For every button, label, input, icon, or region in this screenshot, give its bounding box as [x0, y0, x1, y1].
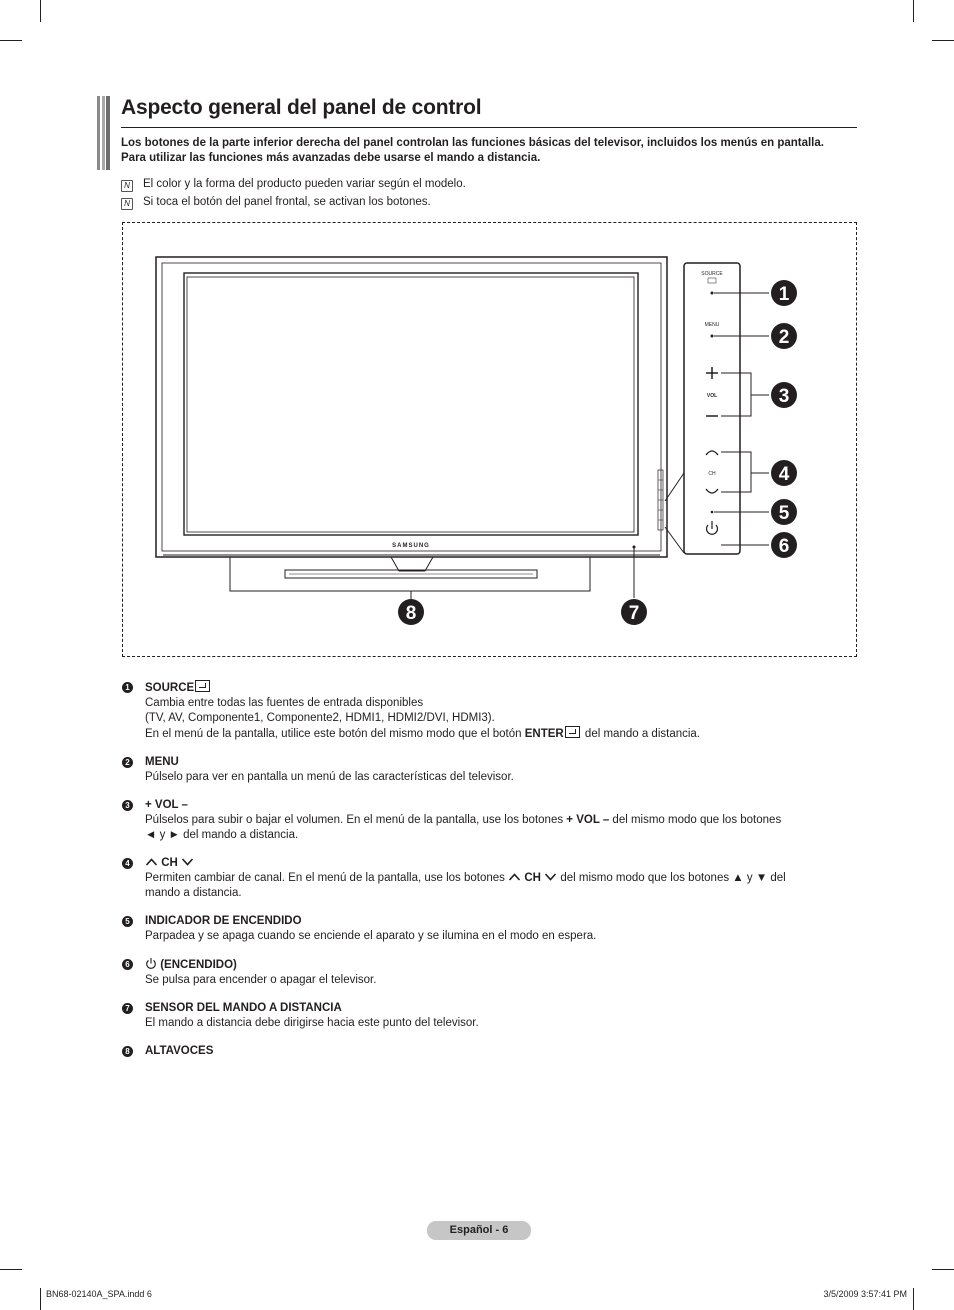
svg-text:7: 7 — [628, 603, 640, 624]
stand-neck — [391, 557, 433, 571]
menu-label: MENU — [704, 322, 720, 328]
enter-icon — [565, 726, 580, 738]
item-number: 6 — [122, 959, 133, 970]
item-heading: (ENCENDIDO) — [160, 959, 237, 971]
tv-diagram — [122, 222, 857, 657]
item-text: Se pulsa para encender o apagar el televisor. — [145, 974, 377, 986]
list-item — [121, 957, 841, 988]
item-number: 1 — [122, 682, 133, 693]
list-item — [121, 1044, 841, 1059]
list-item — [121, 755, 841, 785]
item-text: Púlselo para ver en pantalla un menú de las características del televisor. — [145, 771, 514, 783]
callout-1 — [771, 280, 797, 306]
list-item — [121, 798, 841, 843]
crop-mark — [913, 1288, 914, 1310]
list-item — [121, 914, 841, 944]
item-heading: MENU — [145, 756, 179, 768]
item-text: En el menú de la pantalla, utilice este botón del mismo modo que el botón — [145, 728, 525, 740]
item-text: El mando a distancia debe dirigirse hacia este punto del televisor. — [145, 1017, 479, 1029]
item-heading: SENSOR DEL MANDO A DISTANCIA — [145, 1002, 342, 1014]
item-text: del mando a distancia. — [581, 728, 701, 740]
callout-6 — [771, 532, 797, 558]
note-text: El color y la forma del producto pueden variar según el modelo. — [143, 178, 466, 190]
control-panel — [684, 263, 740, 554]
vol-plus-icon — [706, 367, 718, 379]
crop-mark — [40, 1288, 41, 1310]
tv-brand: SAMSUNG — [392, 543, 430, 549]
tv-screen — [184, 273, 638, 535]
svg-text:2: 2 — [778, 327, 790, 348]
item-heading: INDICADOR DE ENCENDIDO — [145, 915, 302, 927]
svg-text:8: 8 — [405, 603, 417, 624]
chevron-up-icon — [508, 872, 521, 882]
item-number: 3 — [122, 800, 133, 811]
chevron-down-icon — [544, 872, 557, 882]
footer-date: 3/5/2009 3:57:41 PM — [823, 1289, 907, 1299]
source-button — [711, 292, 714, 295]
crop-mark — [0, 1269, 22, 1270]
list-item — [121, 856, 841, 901]
page-number: Español - 6 — [427, 1221, 531, 1240]
item-list — [121, 680, 841, 1072]
svg-text:4: 4 — [778, 464, 790, 485]
tv-illustration — [123, 223, 858, 658]
callout-7 — [621, 599, 647, 625]
item-text: Púlselos para subir o bajar el volumen. En el menú de la pantalla, use los botones — [145, 814, 567, 826]
vol-label: VOL — [706, 393, 718, 399]
item-text: CH — [524, 872, 541, 884]
note-icon: N — [121, 180, 133, 192]
tv-bezel — [162, 263, 661, 551]
note-item — [121, 195, 431, 210]
crop-mark — [932, 40, 954, 41]
item-text: ◄ y ► del mando a distancia. — [145, 829, 299, 841]
list-item — [121, 1001, 841, 1031]
callout-5 — [771, 499, 797, 525]
connector-line — [665, 473, 684, 501]
crop-mark — [932, 1269, 954, 1270]
title-rule — [121, 127, 857, 128]
item-text: + VOL – — [566, 814, 610, 826]
item-text: (TV, AV, Componente1, Componente2, HDMI1, HDMI2/DVI, HDMI3). — [145, 712, 495, 724]
intro-line: Para utilizar las funciones más avanzadas debe usarse el mando a distancia. — [121, 152, 541, 164]
item-number: 8 — [122, 1046, 133, 1057]
footer-file: BN68-02140A_SPA.indd 6 — [46, 1289, 152, 1299]
item-text: ENTER — [524, 728, 564, 740]
svg-text:5: 5 — [778, 503, 790, 524]
item-number: 7 — [122, 1003, 133, 1014]
menu-button — [711, 335, 714, 338]
tv-screen-inner — [187, 277, 634, 532]
intro-line: Los botones de la parte inferior derecha del panel controlan las funciones básicas del televisor, incluidos los menús en pantalla. — [121, 137, 824, 149]
enter-icon — [195, 680, 210, 692]
chevron-down-icon — [181, 857, 194, 867]
item-number: 4 — [122, 858, 133, 869]
item-text: mando a distancia. — [145, 887, 242, 899]
item-text: del mismo modo que los botones ▲ y ▼ del — [557, 872, 786, 884]
power-icon — [707, 521, 718, 534]
tv-frame — [156, 257, 667, 557]
note-text: Si toca el botón del panel frontal, se activan los botones. — [143, 196, 431, 208]
power-indicator — [711, 511, 714, 514]
svg-text:6: 6 — [778, 536, 790, 557]
callout-8 — [398, 599, 424, 625]
ch-down-icon — [706, 489, 718, 493]
callout-4 — [771, 460, 797, 486]
crop-mark — [40, 0, 41, 22]
callout-3 — [771, 382, 797, 408]
item-heading: + VOL – — [145, 799, 188, 811]
item-heading: CH — [161, 857, 178, 869]
svg-text:3: 3 — [778, 386, 790, 407]
item-number: 2 — [122, 757, 133, 768]
source-label: SOURCE — [701, 271, 723, 277]
item-number: 5 — [122, 916, 133, 927]
ch-label: CH — [708, 471, 716, 477]
item-text: Cambia entre todas las fuentes de entrada disponibles — [145, 697, 424, 709]
note-icon: N — [121, 198, 133, 210]
page-title: Aspecto general del panel de control — [121, 96, 482, 119]
power-icon — [145, 957, 157, 969]
connector-line — [665, 527, 684, 553]
item-text: Parpadea y se apaga cuando se enciende el aparato y se ilumina en el modo en espera. — [145, 930, 597, 942]
item-heading: SOURCE — [145, 682, 195, 694]
title-decoration — [97, 96, 111, 170]
source-enter-icon — [708, 278, 716, 283]
svg-text:1: 1 — [778, 284, 790, 305]
note-item — [121, 177, 466, 192]
intro-text — [121, 136, 851, 166]
crop-mark — [0, 40, 22, 41]
callout-2 — [771, 323, 797, 349]
crop-mark — [913, 0, 914, 22]
ch-up-icon — [706, 451, 718, 455]
chevron-up-icon — [145, 857, 158, 867]
item-heading: ALTAVOCES — [145, 1045, 214, 1057]
item-text: Permiten cambiar de canal. En el menú de la pantalla, use los botones — [145, 872, 509, 884]
item-text: del mismo modo que los botones — [609, 814, 782, 826]
list-item — [121, 680, 841, 742]
